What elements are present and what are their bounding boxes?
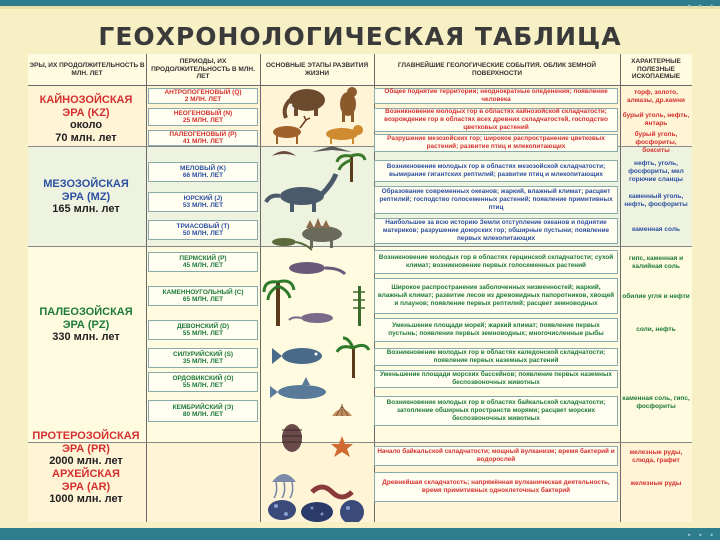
period-name: МЕЛОВЫЙ (K) [180,164,226,172]
period-row [148,130,258,146]
header-minerals: ХАРАКТЕРНЫЕ ПОЛЕЗНЫЕ ИСКОПАЕМЫЕ [620,54,692,86]
era-name: МЕЗОЗОЙСКАЯ [43,178,129,190]
lizard-icon [272,238,312,250]
era-duration: 2000 млн. лет [49,455,123,468]
period-row [148,320,258,340]
tiger-icon [326,125,363,144]
period-duration: 65 МЛН. ЛЕТ [182,296,224,303]
period-row [148,372,258,392]
period-duration: 45 МЛН. ЛЕТ [182,262,224,269]
period-row [148,88,258,104]
era-name: КАЙНОЗОЙСКАЯ [39,94,133,106]
header-eras: ЭРЫ, ИХ ПРОДОЛЖИТЕЛЬНОСТЬ В МЛН. ЛЕТ [28,54,146,86]
era-code: ЭРА (MZ) [61,190,111,203]
period-duration: 35 МЛН. ЛЕТ [182,358,224,365]
horsetail-icon [353,286,365,326]
era-duration: 165 млн. лет [52,203,120,216]
period-name: ТРИАСОВЫЙ (T) [176,222,230,230]
mineral-cell: обилие угля и нефти [622,293,690,301]
period-duration: 50 МЛН. ЛЕТ [182,230,224,237]
header-events: ГЛАВНЕЙШИЕ ГЕОЛОГИЧЕСКИЕ СОБЫТИЯ. ОБЛИК ЗЕМНОЙ ПОВЕРХНОСТИ [374,54,620,86]
starfish-icon [331,436,353,457]
era-name: ПРОТЕРОЗОЙСКАЯ [32,430,140,442]
shark-icon [270,377,326,399]
event-cell: Возникновение молодых гор в областях герцинской складчатости; сухой климат; возникновение первых голосеменных растений [374,250,618,274]
event-cell: Образование современных океанов; жаркий, влажный климат; расцвет рептилий; господство голосеменных растений; появление примитивных птиц [374,186,618,214]
period-duration: 55 МЛН. ЛЕТ [182,330,224,337]
deer-icon [273,116,310,144]
header-periods: ПЕРИОДЫ, ИХ ПРОДОЛЖИТЕЛЬНОСТЬ В МЛН. ЛЕТ [146,54,260,86]
ape-icon [340,87,357,122]
event-cell: Уменьшение площади морских бассейнов; появление первых наземных беспозвоночных животных [374,370,618,388]
era-name: АРХЕЙСКАЯ [52,468,120,480]
era-duration: около [69,119,103,132]
period-name: КЕМБРИЙСКИЙ (Э) [172,403,234,411]
reptile-icon [289,313,333,323]
period-duration: 55 МЛН. ЛЕТ [182,382,224,389]
top-accent-stripe [0,6,720,9]
mineral-cell: бурый уголь, фосфориты, бокситы [634,131,678,154]
header-life: ОСНОВНЫЕ ЭТАПЫ РАЗВИТИЯ ЖИЗНИ [260,54,374,86]
pterosaur-icon [312,146,352,152]
period-row [148,400,258,422]
column-divider [260,54,261,522]
period-row [148,286,258,306]
era-proterozoic [28,430,144,468]
life-illustrations-svg [262,86,372,522]
era-duration: 330 млн. лет [52,331,120,344]
period-duration: 80 МЛН. ЛЕТ [182,411,224,418]
era-archean [28,468,144,506]
era-cenozoic [28,94,144,145]
period-name: ОРДОВИКСКИЙ (O) [172,374,234,382]
mineral-cell: каменная соль [632,226,680,234]
page-title: ГЕОХРОНОЛОГИЧЕСКАЯ ТАБЛИЦА [98,22,622,51]
event-cell: Возникновение молодых гор в областях байкальской складчатости; затопление обширных пространств морями; расцвет морских беспозвоночных животных [374,396,618,426]
period-name: ПАЛЕОГЕНОВЫЙ (P) [169,130,237,138]
algae-icon [301,502,333,522]
period-duration: 53 МЛН. ЛЕТ [182,202,224,209]
period-name: АНТРОПОГЕНОВЫЙ (Q) [164,88,242,96]
era-code: ЭРА (PR) [62,442,110,455]
event-cell: Наибольшее за всю историю Земли отступление океанов и поднятие материков; разрушение доюрских гор; обширные пустыни; появление первых млекопитающих [374,218,618,244]
mineral-cell: бурый уголь, нефть, янтарь [622,112,690,127]
mammoth-icon [285,89,325,118]
corner-dots-icon: • • • [686,2,716,11]
mineral-cell: торф, золото, алмазы, др.камни [626,89,686,104]
bird-icon [272,151,296,156]
era-code: ЭРА (PZ) [62,318,110,331]
period-row [148,348,258,368]
era-mesozoic [28,178,144,216]
era-code: ЭРА (KZ) [62,106,110,119]
amphibian-icon [289,262,345,274]
stegosaur-icon [302,218,342,248]
event-cell: Широкое распространение заболоченных низменностей; жаркий, влажный климат; развитие лесов из древовидных папоротников, хвощей и плаунов; появление первых рептилий; расцвет земноводных [374,278,618,314]
shell-icon [332,404,352,416]
trilobite-icon [282,424,302,452]
era-duration: 70 млн. лет [55,131,117,144]
event-cell: Разрушение мезозойских гор; широкое распространение цветковых растений; развитие птиц и млекопитающих [374,134,618,152]
worm-icon [312,487,352,497]
mineral-cell: каменный уголь, нефть, фосфориты [624,193,688,208]
column-divider [620,54,621,522]
period-duration: 2 МЛН. ЛЕТ [184,96,222,103]
period-name: КАМЕННОУГОЛЬНЫЙ (C) [162,288,244,296]
period-duration: 25 МЛН. ЛЕТ [182,117,224,124]
geochronology-table [28,54,692,522]
corner-dots-icon: • • • [686,531,716,540]
period-row [148,220,258,240]
event-cell: Древнейшая складчатость; напряжённая вулканическая деятельность, время примитивных одноклеточных бактерий [374,472,618,502]
period-name: СИЛУРИЙСКИЙ (S) [172,350,234,358]
column-divider [146,54,147,522]
event-cell: Общее поднятие территории; неоднократные оледенения; появление человека [374,88,618,104]
microbe-icon [340,500,364,522]
event-cell: Возникновение молодых гор в областях каледонской складчатости; появление первых наземных растений [374,348,618,366]
bottom-accent-bar [0,528,720,540]
period-row [148,162,258,182]
era-duration: 1000 млн. лет [49,493,123,506]
mineral-cell: железные руды [630,480,682,488]
life-illustrations [262,86,372,522]
period-name: ПЕРМСКИЙ (P) [179,254,227,262]
period-row [148,252,258,272]
fish-icon [272,348,322,364]
era-name: ПАЛЕОЗОЙСКАЯ [39,306,133,318]
era-code: ЭРА (AR) [61,480,111,493]
period-name: ДЕВОНСКИЙ (D) [176,322,230,330]
period-duration: 66 МЛН. ЛЕТ [182,172,224,179]
period-row [148,108,258,126]
period-name: ЮРСКИЙ (J) [183,194,223,202]
period-duration: 41 МЛН. ЛЕТ [182,138,224,145]
mineral-cell: каменная соль, гипс, фосфориты [622,395,690,410]
mineral-cell: железные руды, слюда, графит [629,449,683,464]
event-cell: Начало байкальской складчатости; мощный вулканизм; время бактерий и водорослей [374,446,618,466]
jellyfish-icon [272,474,296,498]
period-name: НЕОГЕНОВЫЙ (N) [173,109,233,117]
period-row [148,192,258,212]
palm-icon [337,338,369,378]
mineral-cell: гипс, каменная и калийная соль [628,255,684,270]
plant-icon [337,155,365,182]
event-cell: Возникновение молодых гор в областях мезозойской складчатости; вымирание гигантских рептилий; развитие птиц и млекопитающих [374,160,618,182]
event-cell: Возникновение молодых гор в областях кайнозойской складчатости; возрождение гор в областях всех древних складчатостей, господство цветковых растений [374,108,618,132]
mineral-cell: нефть, уголь, фосфориты, мел горючие сланцы [628,160,684,183]
dinosaur-icon [266,174,336,212]
era-paleozoic [28,306,144,344]
event-cell: Уменьшение площади морей; жаркий климат; появление первых пустынь; появление первых земноводных; многочисленные рыбы [374,318,618,342]
mineral-cell: соли, нефть [636,326,676,334]
bacteria-icon [268,500,296,520]
